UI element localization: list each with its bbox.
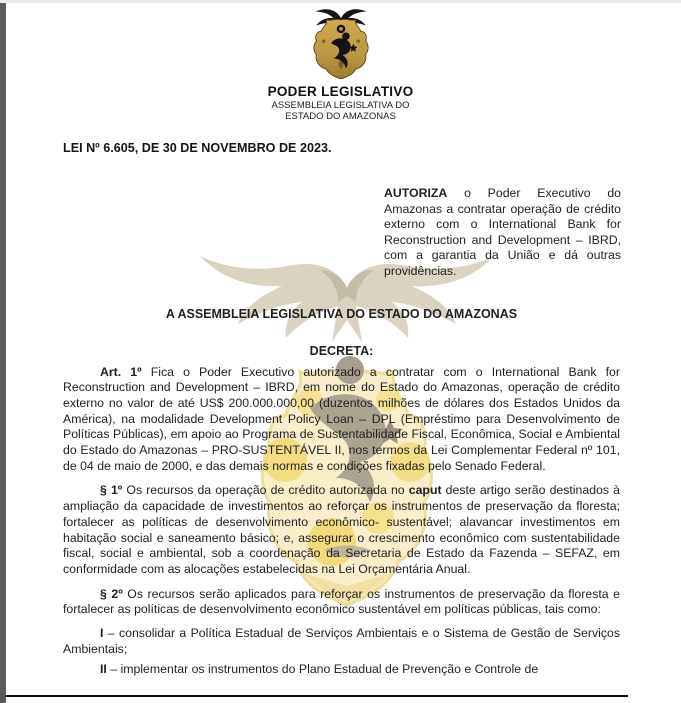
section-1-paragraph: § 1º Os recursos da operação de crédito autorizada no caput deste artigo serão destinados à ampliação da capacidade de investimentos ao reforçar os instrumentos de preservação da floresta; fortalecer as políticas de desenvolvimento econômico- sustentável; alavancar investimentos em habitação social e saneamento básico; e, assegurar o crescimento econômico com sustentabilidade fiscal, social e ambiental, sob a coordenação da Secretaria de Estado da Fazenda – SEFAZ, em conformidade com as alocações estabelecidas na Lei Orçamentária Anual. — [63, 483, 620, 576]
paragraph-text: Fica o Poder Executivo autorizado a contratar com o International Bank for Reconstruction and Development – IBRD, em nome do Estado do Amazonas, operação de crédito externo no valor de até US$ 200.000.000,00 (duzentos milhões de dólares dos Estados Unidos da América), na modalidade Development Policy Loan – DPL (Empréstimo para Desenvolvimento de Políticas Públicas), em apoio ao Programa de Sustentabilidade Fiscal, Econômica, Social e Ambiental do Estado do Amazonas – PRO-SUSTENTÁVEL II, nos termos da Lei Complementar Federal nº 101, de 04 de maio de 2000, e das demais normas e condições fixadas pelo Senado Federal. — [63, 364, 620, 473]
paragraph-lead: I — [100, 626, 104, 641]
paragraph-lead: Art. 1º — [100, 364, 142, 379]
org-subtitle-line1: ASSEMBLEIA LEGISLATIVA DO — [271, 100, 410, 111]
ementa-text: o Poder Executivo do Amazonas a contratar operação de crédito externo com o International Bank for Reconstruction and Development – IBRD, com a garantia da União e dá outras providências. — [384, 186, 621, 278]
law-preamble: A ASSEMBLEIA LEGISLATIVA DO ESTADO DO AMAZONAS — [165, 306, 518, 321]
paragraph-text: – consolidar a Política Estadual de Serviços Ambientais e o Sistema de Gestão de Serviços Ambientais; — [63, 626, 620, 656]
paragraph-lead: § 1º — [100, 483, 123, 498]
caput-bold-word: caput — [408, 483, 442, 498]
paragraph-lead: § 2º — [100, 586, 123, 601]
paragraph-lead: II — [100, 661, 107, 676]
paragraph-text: Os recursos da operação de crédito autorizada no — [122, 483, 409, 498]
decree-word: DECRETA: — [309, 343, 374, 358]
ementa-lead: AUTORIZA — [384, 186, 448, 200]
item-I-paragraph — [63, 626, 620, 657]
viewer-top-edge — [0, 0, 681, 3]
law-title: LEI Nº 6.605, DE 30 DE NOVEMBRO DE 2023. — [63, 141, 332, 155]
item-II-paragraph — [63, 662, 620, 678]
paragraph-text: – implementar os instrumentos do Plano Estadual de Prevenção e Controle de — [106, 661, 539, 676]
viewer-left-edge — [0, 3, 6, 703]
org-subtitle-line2: ESTADO DO AMAZONAS — [285, 110, 396, 122]
page-bottom-rule — [6, 695, 628, 697]
org-title: PODER LEGISLATIVO — [267, 84, 414, 99]
article-1-paragraph — [63, 365, 620, 475]
law-ementa — [384, 186, 621, 280]
state-coat-of-arms-icon — [297, 5, 385, 79]
paragraph-text: Os recursos serão aplicados para reforçar os instrumentos de preservação da floresta e fortalecer as políticas de desenvolvimento econômico sustentável em políticas públicas, tais como: — [63, 586, 620, 617]
section-2-paragraph — [63, 587, 620, 618]
